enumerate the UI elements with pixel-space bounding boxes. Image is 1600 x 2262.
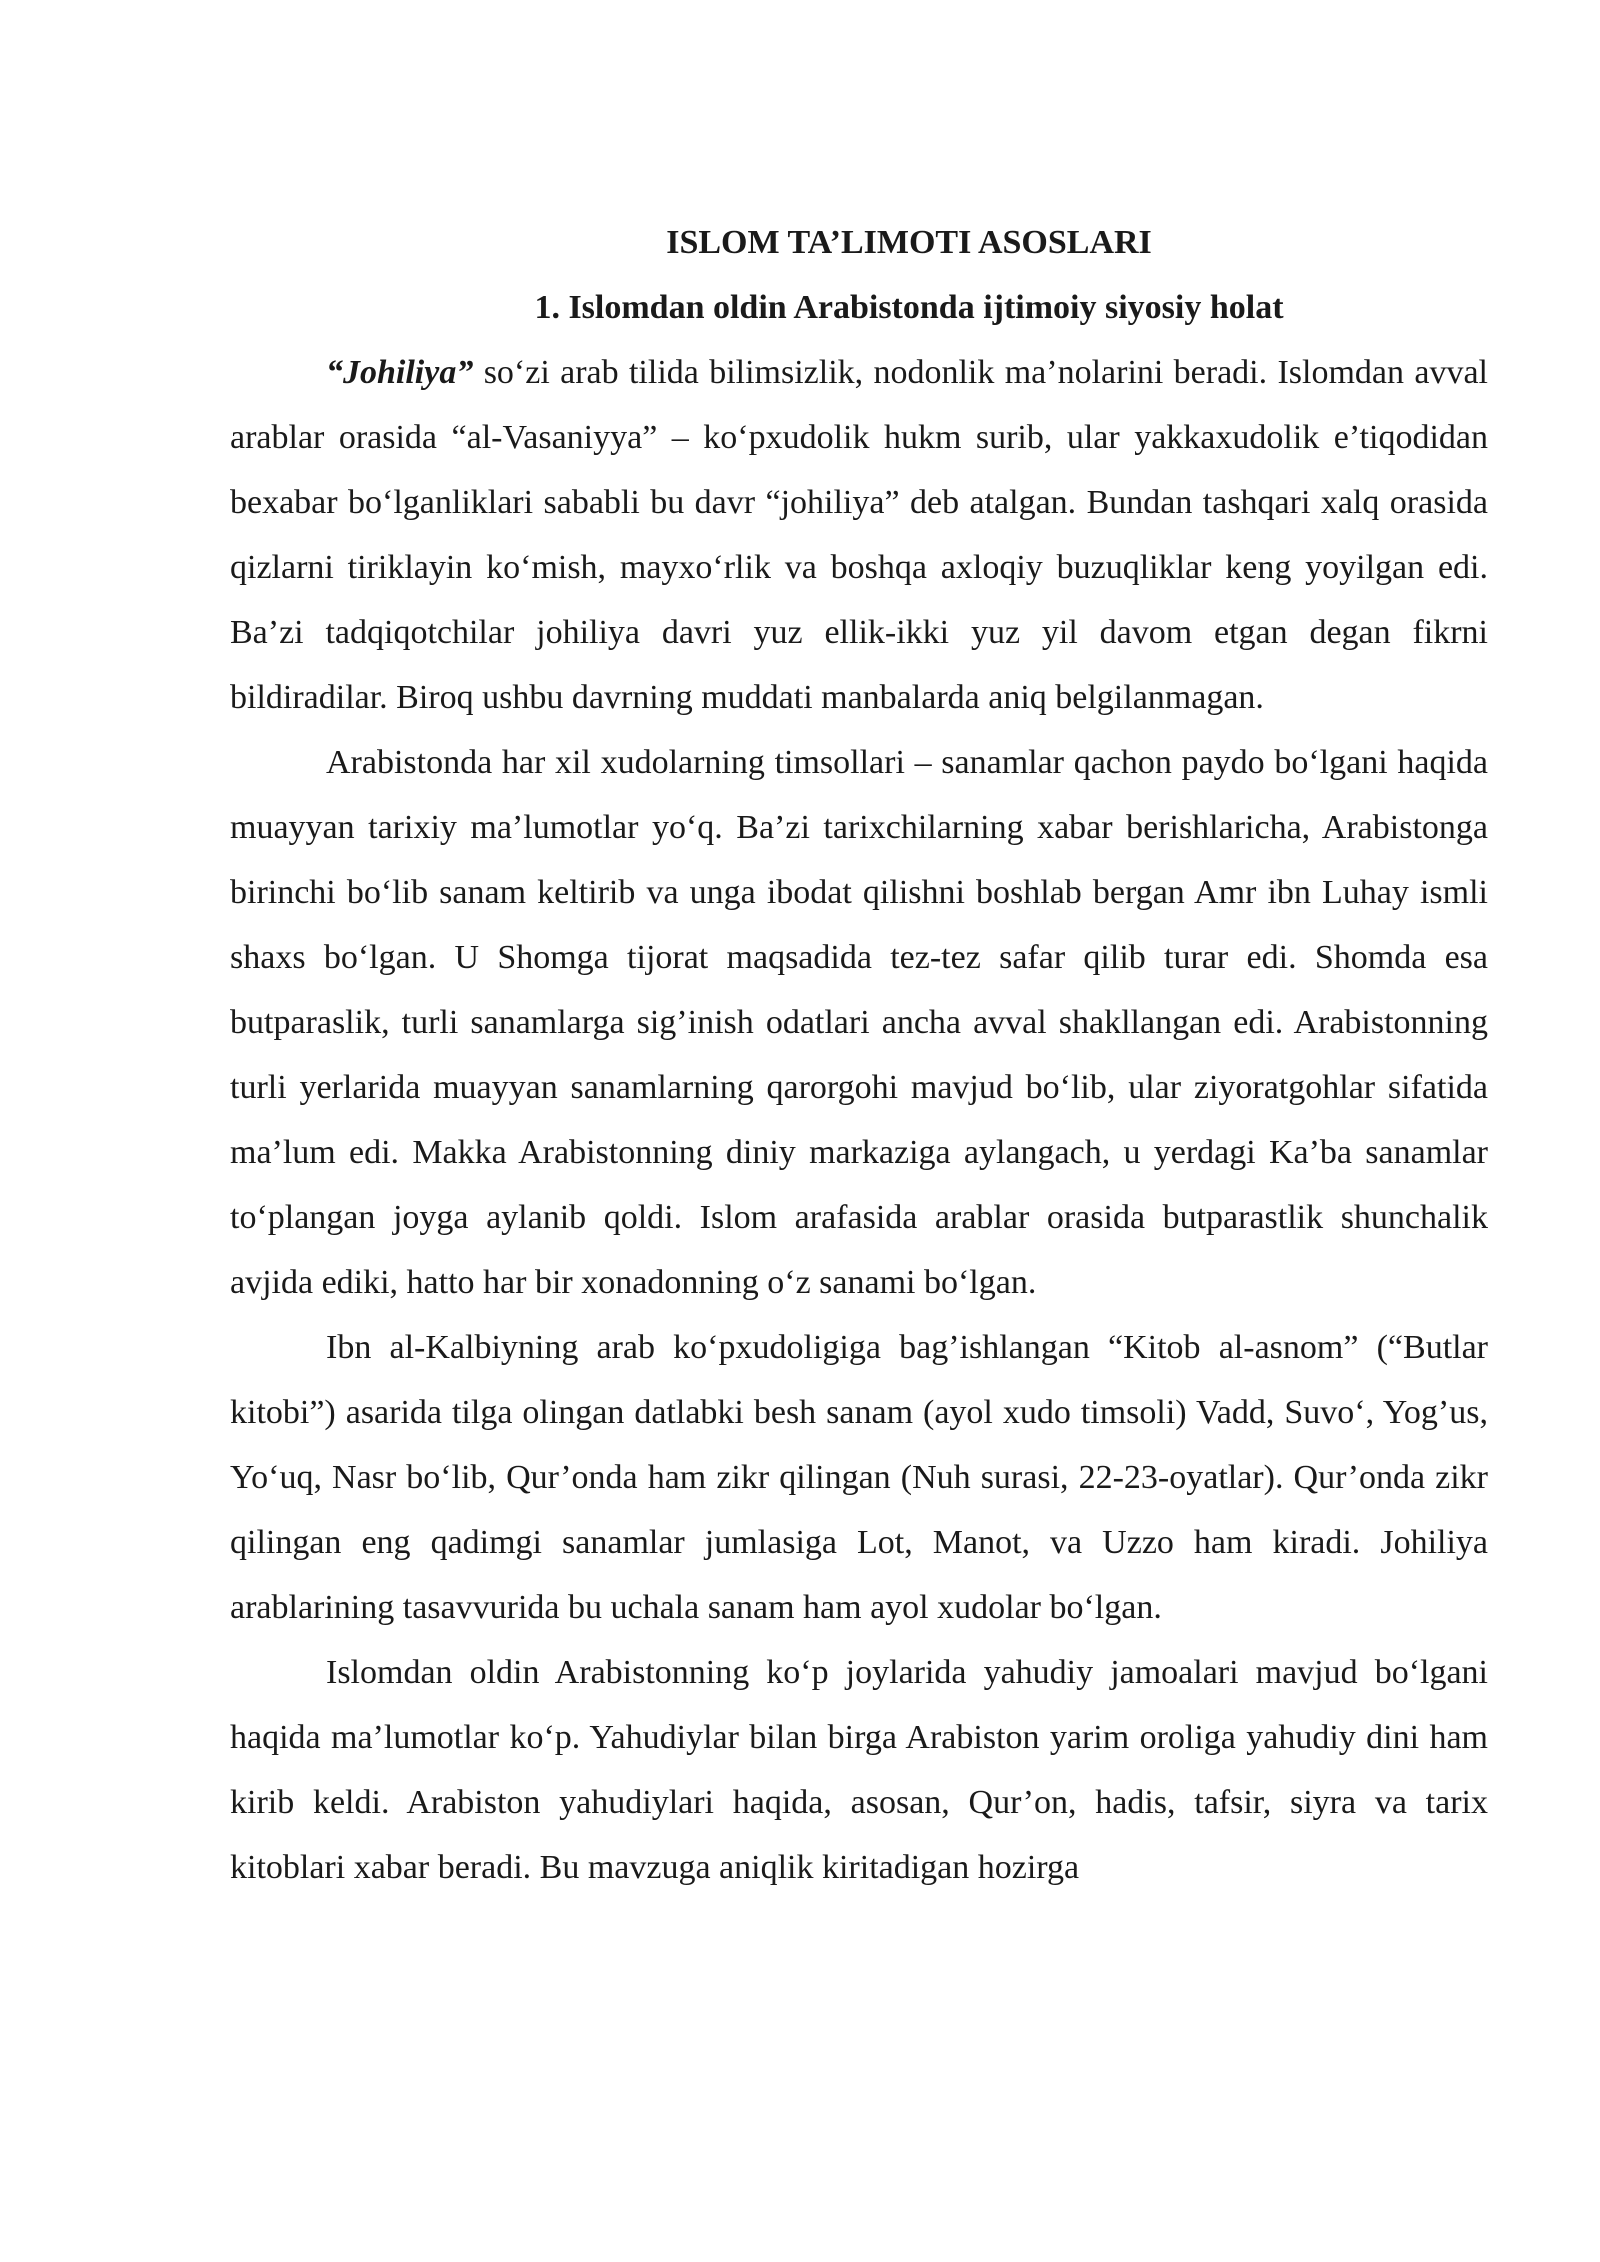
paragraph-text: so‘zi arab tilida bilimsizlik, nodonlik ma’nolarini beradi. Islomdan avval arablar orasida “al-Vasaniyya” – ko‘pxudolik hukm surib, ular yakkaxudolik e’tiqodidan bexabar bo‘lganliklari sababli bu davr “johiliya” deb atalgan. Bundan tashqari xalq orasida qizlarni tiriklayin ko‘mish, mayxo‘rlik va boshqa axloqiy buzuqliklar keng yoyilgan edi. Ba’zi tadqiqotchilar johiliya davri yuz ellik-ikki yuz yil davom etgan degan fikrni bildiradilar. Biroq ushbu davrning muddati manbalarda aniq belgilanmagan. [230,354,1488,716]
document-page [230,210,1488,1900]
paragraph-johiliya [230,340,1488,730]
document-title: ISLOM TA’LIMOTI ASOSLARI [666,224,1152,261]
paragraph-ibn-al-kalbiy: Ibn al-Kalbiyning arab ko‘pxudoligiga bag’ishlangan “Kitob al-asnom” (“Butlar kitobi”) asarida tilga olingan datlabki besh sanam (ayol xudo timsoli) Vadd, Suvo‘, Yog’us, Yo‘uq, Nasr bo‘lib, Qur’onda ham zikr qilingan (Nuh surasi, 22-23-oyatlar). Qur’onda zikr qilingan eng qadimgi sanamlar jumlasiga Lot, Manot, va Uzzo ham kiradi. Johiliya arablarining tasavvurida bu uchala sanam ham ayol xudolar bo‘lgan. [230,1329,1488,1626]
paragraph-sanamlar: Arabistonda har xil xudolarning timsollari – sanamlar qachon paydo bo‘lgani haqida muayyan tarixiy ma’lumotlar yo‘q. Ba’zi tarixchilarning xabar berishlaricha, Arabistonga birinchi bo‘lib sanam keltirib va unga ibodat qilishni boshlab bergan Amr ibn Luhay ismli shaxs bo‘lgan. U Shomga tijorat maqsadida tez-tez safar qilib turar edi. Shomda esa butparaslik, turli sanamlarga sig’inish odatlari ancha avval shakllangan edi. Arabistonning turli yerlarida muayyan sanamlarning qarorgohi mavjud bo‘lib, ular ziyoratgohlar sifatida ma’lum edi. Makka Arabistonning diniy markaziga aylangach, u yerdagi Ka’ba sanamlar to‘plangan joyga aylanib qoldi. Islom arafasida arablar orasida butparastlik shunchalik avjida ediki, hatto har bir xonadonning o‘z sanami bo‘lgan. [230,744,1488,1301]
paragraph-yahudiylar: Islomdan oldin Arabistonning ko‘p joylarida yahudiy jamoalari mavjud bo‘lgani haqida ma’lumotlar ko‘p. Yahudiylar bilan birga Arabiston yarim oroliga yahudiy dini ham kirib keldi. Arabiston yahudiylari haqida, asosan, Qur’on, hadis, tafsir, siyra va tarix kitoblari xabar beradi. Bu mavzuga aniqlik kiritadigan hozirga [230,1654,1488,1886]
section-heading: 1. Islomdan oldin Arabistonda ijtimoiy siyosiy holat [534,289,1284,326]
term-johiliya: “Johiliya” [326,354,474,391]
